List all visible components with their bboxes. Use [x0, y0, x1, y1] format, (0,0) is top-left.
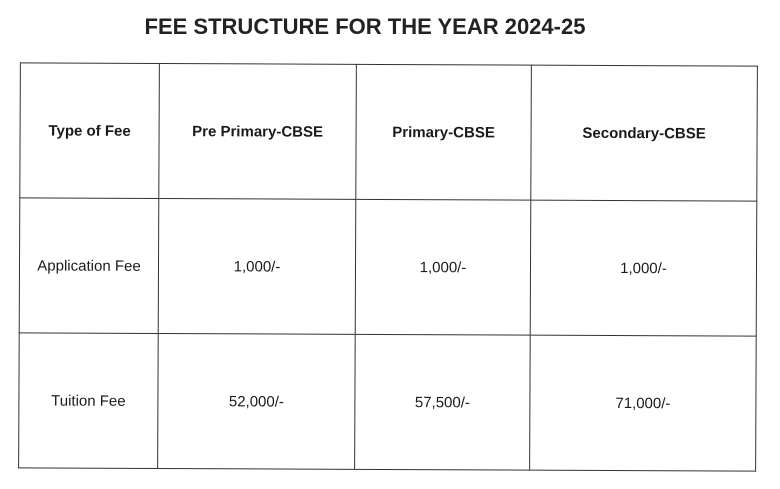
fee-table	[18, 62, 758, 471]
header-cell: Secondary-CBSE	[531, 65, 758, 201]
table-cell: Application Fee	[19, 198, 159, 334]
table-cell: 57,500/-	[355, 334, 531, 470]
table-header-row	[20, 63, 758, 201]
header-cell: Primary-CBSE	[356, 64, 532, 200]
table-row	[19, 333, 757, 471]
page-title: FEE STRUCTURE FOR THE YEAR 2024-25	[144, 14, 586, 39]
table-cell: 1,000/-	[158, 198, 356, 334]
table-cell: Tuition Fee	[19, 333, 159, 469]
header-cell: Pre Primary-CBSE	[159, 64, 357, 200]
table-cell: 1,000/-	[355, 199, 531, 335]
table-cell: 1,000/-	[530, 200, 757, 336]
table-cell: 71,000/-	[530, 335, 757, 471]
table-row	[19, 198, 757, 336]
header-cell: Type of Fee	[20, 63, 160, 199]
table-cell: 52,000/-	[158, 333, 356, 469]
